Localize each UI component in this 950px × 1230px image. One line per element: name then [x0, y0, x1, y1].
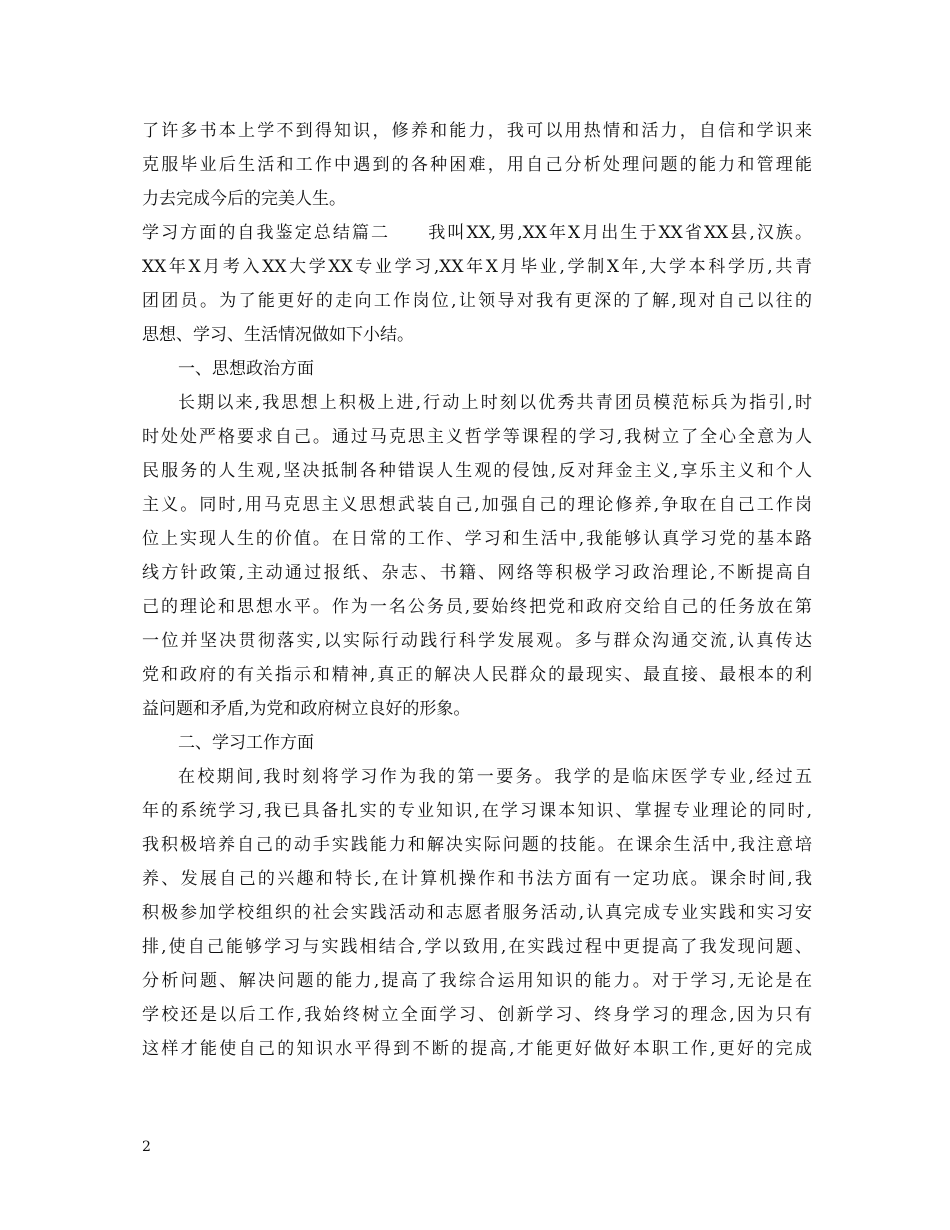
heading-study-work: 二、学习工作方面 [178, 733, 314, 753]
text-line: 己的理论和思想水平。作为一名公务员,要始终把党和政府交给自己的任务放在第 [142, 597, 812, 617]
document-body [142, 114, 812, 1066]
text-line: 年的系统学习,我已具备扎实的专业知识,在学习课本知识、掌握专业理论的同时, [142, 801, 812, 821]
text-line: 长期以来,我思想上积极上进,行动上时刻以优秀共青团员模范标兵为指引,时 [178, 393, 812, 413]
text-line: 养、发展自己的兴趣和特长,在计算机操作和书法方面有一定功底。课余时间,我 [142, 869, 812, 889]
text-line: 党和政府的有关指示和精神,真正的解决人民群众的最现实、最直接、最根本的利 [142, 665, 812, 685]
text-line: 在校期间,我时刻将学习作为我的第一要务。我学的是临床医学专业,经过五 [178, 767, 812, 787]
text-line: 民服务的人生观,坚决抵制各种错误人生观的侵蚀,反对拜金主义,享乐主义和个人 [142, 461, 812, 481]
text-line: 积极参加学校组织的社会实践活动和志愿者服务活动,认真完成专业实践和实习安 [142, 903, 812, 923]
text-line: 了许多书本上学不到得知识，修养和能力，我可以用热情和活力，自信和学识来 [142, 121, 812, 141]
text-line: 主义。同时,用马克思主义思想武装自己,加强自己的理论修养,争取在自己工作岗 [142, 495, 812, 515]
text-line: 学校还是以后工作,我始终树立全面学习、创新学习、终身学习的理念,因为只有 [142, 1005, 812, 1025]
text-line: 时处处严格要求自己。通过马克思主义哲学等课程的学习,我树立了全心全意为人 [142, 427, 812, 447]
text-line: 力去完成今后的完美人生。 [142, 189, 346, 209]
text-line: 益问题和矛盾,为党和政府树立良好的形象。 [142, 699, 471, 719]
text-line: 分析问题、解决问题的能力,提高了我综合运用知识的能力。对于学习,无论是在 [142, 971, 812, 991]
text-line: 一位并坚决贯彻落实,以实际行动践行科学发展观。多与群众沟通交流,认真传达 [142, 631, 812, 651]
text-line: 这样才能使自己的知识水平得到不断的提高,才能更好做好本职工作,更好的完成 [142, 1039, 812, 1059]
section-title-line: 学习方面的自我鉴定总结篇二 我叫XX,男,XX年X月出生于XX省XX县,汉族。 [142, 223, 812, 243]
text-line: 我积极培养自己的动手实践能力和解决实际问题的技能。在课余生活中,我注意培 [142, 835, 812, 855]
page-number: 2 [142, 1139, 151, 1155]
heading-political: 一、思想政治方面 [178, 359, 314, 379]
text-line: 思想、学习、生活情况做如下小结。 [142, 325, 414, 345]
text-line: 线方针政策,主动通过报纸、杂志、书籍、网络等积极学习政治理论,不断提高自 [142, 563, 812, 583]
text-line: XX年X月考入XX大学XX专业学习,XX年X月毕业,学制X年,大学本科学历,共青 [142, 257, 812, 277]
text-line: 克服毕业后生活和工作中遇到的各种困难，用自己分析处理问题的能力和管理能 [142, 155, 812, 175]
text-line: 位上实现人生的价值。在日常的工作、学习和生活中,我能够认真学习党的基本路 [142, 529, 812, 549]
text-line: 团团员。为了能更好的走向工作岗位,让领导对我有更深的了解,现对自己以往的 [142, 291, 812, 311]
text-line: 排,使自己能够学习与实践相结合,学以致用,在实践过程中更提高了我发现问题、 [142, 937, 812, 957]
